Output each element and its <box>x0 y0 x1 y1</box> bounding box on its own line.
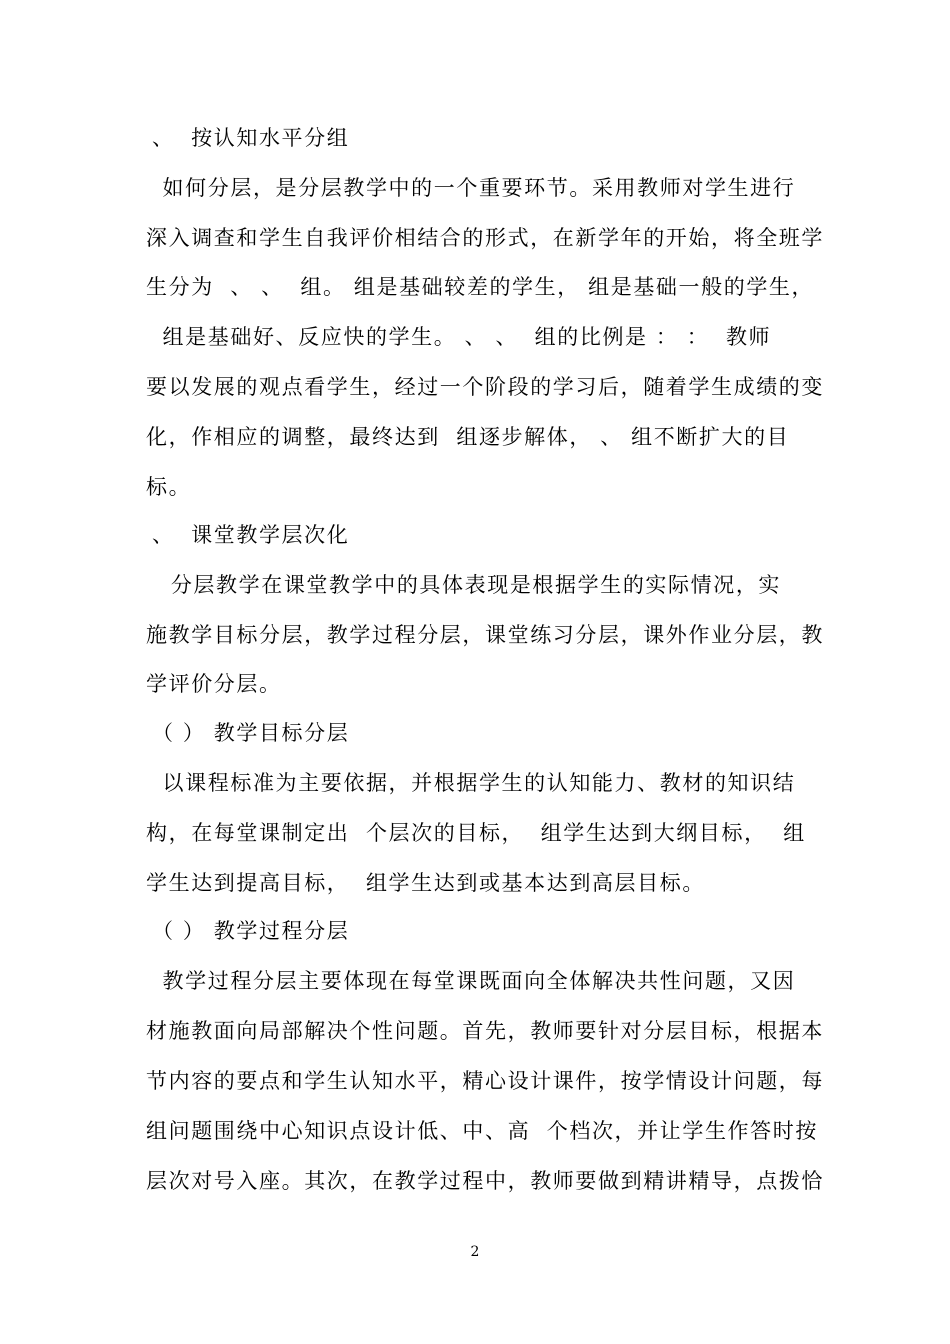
text-line: 以课程标准为主要依据，并根据学生的认知能力、教材的知识结 <box>146 771 796 795</box>
text-line: 施教学目标分层，教学过程分层，课堂练习分层，课外作业分层，教 <box>146 623 824 647</box>
subsection-heading: （ ） 教学目标分层 <box>152 721 350 745</box>
text-line: 节内容的要点和学生认知水平，精心设计课件，按学情设计问题，每 <box>146 1069 824 1093</box>
text-line: 学生达到提高目标， 组学生达到或基本达到高层目标。 <box>146 871 705 895</box>
text-line: 材施教面向局部解决个性问题。首先，教师要针对分层目标，根据本 <box>146 1019 824 1043</box>
text-line: 要以发展的观点看学生，经过一个阶段的学习后，随着学生成绩的变 <box>146 375 824 399</box>
text-line: 学评价分层。 <box>146 672 282 696</box>
subsection-heading: （ ） 教学过程分层 <box>152 919 350 943</box>
text-line: 化，作相应的调整，最终达到 组逐步解体， 、 组不断扩大的目 <box>146 425 790 449</box>
text-line: 教学过程分层主要体现在每堂课既面向全体解决共性问题，又因 <box>146 969 796 993</box>
text-line: 层次对号入座。其次，在教学过程中，教师要做到精讲精导，点拨恰 <box>146 1169 824 1193</box>
page-number: 2 <box>470 1244 480 1260</box>
text-line: 如何分层，是分层教学中的一个重要环节。采用教师对学生进行 <box>146 176 796 200</box>
section-heading: 、 课堂教学层次化 <box>152 523 350 547</box>
text-line: 分层教学在课堂教学中的具体表现是根据学生的实际情况，实 <box>146 573 782 597</box>
text-line: 生分为 、 、 组。 组是基础较差的学生， 组是基础一般的学生， <box>146 275 815 299</box>
text-line: 标。 <box>146 475 192 499</box>
text-line: 组问题围绕中心知识点设计低、中、高 个档次，并让学生作答时按 <box>146 1119 818 1143</box>
section-heading: 、 按认知水平分组 <box>152 126 350 150</box>
text-line: 组是基础好、反应快的学生。 、 、 组的比例是 ： ： 教师 <box>146 325 772 349</box>
text-line: 深入调查和学生自我评价相结合的形式，在新学年的开始，将全班学 <box>146 226 824 250</box>
text-line: 构，在每堂课制定出 个层次的目标， 组学生达到大纲目标， 组 <box>146 821 806 845</box>
